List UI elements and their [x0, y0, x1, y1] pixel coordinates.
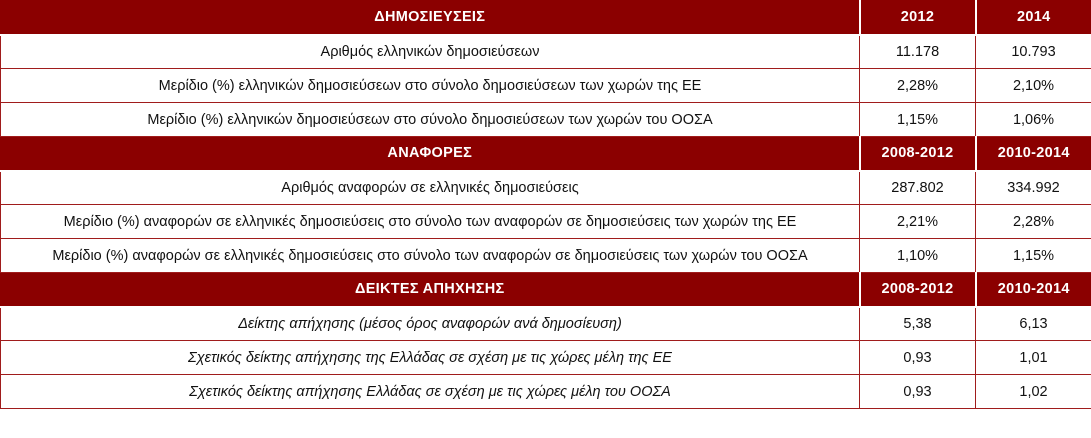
- row-value-1: 1,15%: [860, 103, 976, 137]
- table-row: [1, 239, 1091, 273]
- table-row: [1, 307, 1091, 341]
- row-label: Σχετικός δείκτης απήχησης της Ελλάδας σε σχέση με τις χώρες μέλη της ΕΕ: [1, 341, 860, 375]
- row-value-1: 11.178: [860, 35, 976, 69]
- section-column-2-header: 2014: [976, 1, 1091, 35]
- row-value-2: 10.793: [976, 35, 1091, 69]
- row-value-2: 1,01: [976, 341, 1091, 375]
- row-value-2: 1,15%: [976, 239, 1091, 273]
- row-value-2: 1,06%: [976, 103, 1091, 137]
- row-label: Μερίδιο (%) ελληνικών δημοσιεύσεων στο σύνολο δημοσιεύσεων των χωρών της ΕΕ: [1, 69, 860, 103]
- section-column-2-header: 2010-2014: [976, 137, 1091, 171]
- row-value-1: 5,38: [860, 307, 976, 341]
- row-label: Σχετικός δείκτης απήχησης Ελλάδας σε σχέση με τις χώρες μέλη του ΟΟΣΑ: [1, 375, 860, 409]
- table-row: [1, 205, 1091, 239]
- table-row: [1, 35, 1091, 69]
- row-value-2: 334.992: [976, 171, 1091, 205]
- section-column-1-header: 2008-2012: [860, 273, 976, 307]
- row-value-2: 6,13: [976, 307, 1091, 341]
- row-value-2: 2,10%: [976, 69, 1091, 103]
- row-value-1: 0,93: [860, 375, 976, 409]
- table-row: [1, 341, 1091, 375]
- table-row: [1, 103, 1091, 137]
- section-column-2-header: 2010-2014: [976, 273, 1091, 307]
- row-value-1: 287.802: [860, 171, 976, 205]
- row-label: Μερίδιο (%) ελληνικών δημοσιεύσεων στο σύνολο δημοσιεύσεων των χωρών του ΟΟΣΑ: [1, 103, 860, 137]
- row-value-1: 2,28%: [860, 69, 976, 103]
- section-header-row: [1, 137, 1091, 171]
- row-label: Αριθμός αναφορών σε ελληνικές δημοσιεύσεις: [1, 171, 860, 205]
- row-value-2: 1,02: [976, 375, 1091, 409]
- row-label: Δείκτης απήχησης (μέσος όρος αναφορών ανά δημοσίευση): [1, 307, 860, 341]
- row-label: Μερίδιο (%) αναφορών σε ελληνικές δημοσιεύσεις στο σύνολο των αναφορών σε δημοσιεύσεις των χωρών της ΕΕ: [1, 205, 860, 239]
- row-value-1: 2,21%: [860, 205, 976, 239]
- row-value-1: 0,93: [860, 341, 976, 375]
- section-column-1-header: 2012: [860, 1, 976, 35]
- section-title: ΑΝΑΦΟΡΕΣ: [1, 137, 860, 171]
- table-row: [1, 375, 1091, 409]
- row-label: Μερίδιο (%) αναφορών σε ελληνικές δημοσιεύσεις στο σύνολο των αναφορών σε δημοσιεύσεις των χωρών του ΟΟΣΑ: [1, 239, 860, 273]
- table-row: [1, 69, 1091, 103]
- row-label: Αριθμός ελληνικών δημοσιεύσεων: [1, 35, 860, 69]
- section-header-row: [1, 1, 1091, 35]
- section-title: ΔΗΜΟΣΙΕΥΣΕΙΣ: [1, 1, 860, 35]
- section-title: ΔΕΙΚΤΕΣ ΑΠΗΧΗΣΗΣ: [1, 273, 860, 307]
- section-column-1-header: 2008-2012: [860, 137, 976, 171]
- table-row: [1, 171, 1091, 205]
- row-value-1: 1,10%: [860, 239, 976, 273]
- section-header-row: [1, 273, 1091, 307]
- row-value-2: 2,28%: [976, 205, 1091, 239]
